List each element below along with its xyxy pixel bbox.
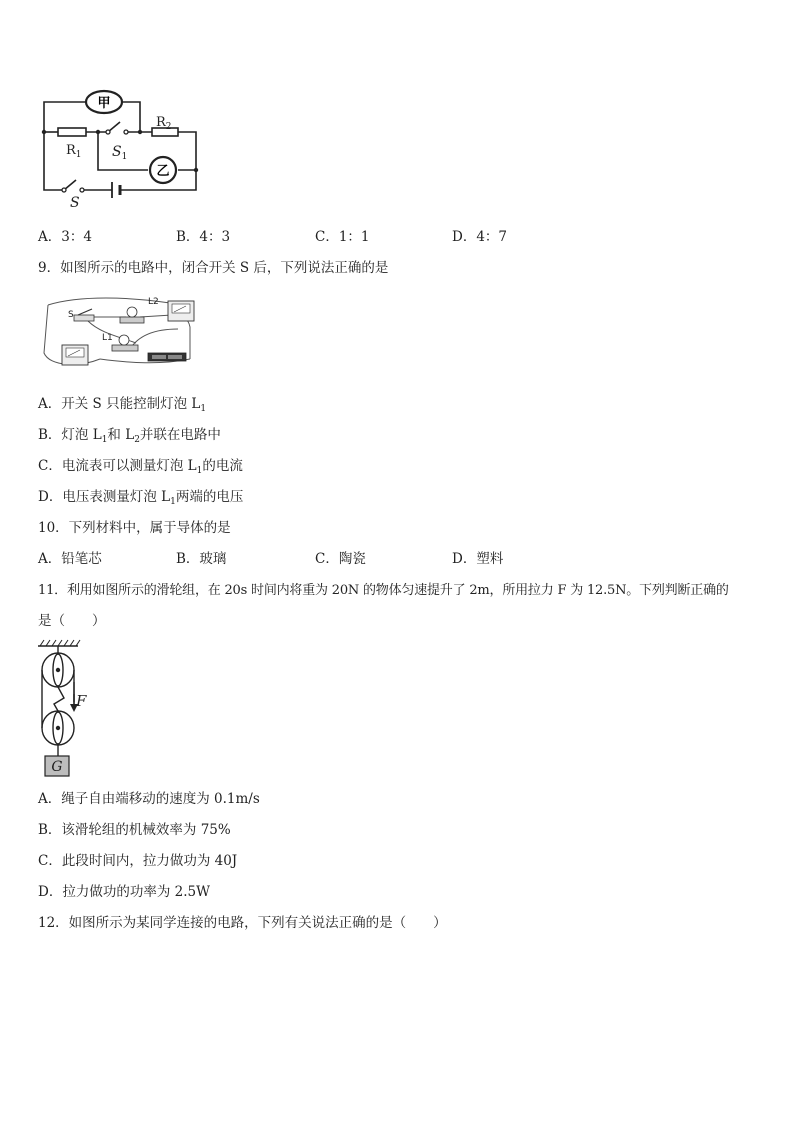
q9-physical-circuit-diagram <box>40 293 200 369</box>
q11-stem-line1: 11．利用如图所示的滑轮组，在 20s 时间内将重为 20N 的物体匀速提升了 2m，所用拉力 F 为 12.5N。下列判断正确的 <box>38 583 729 598</box>
meter-yi <box>150 157 176 183</box>
label-s: S <box>70 195 80 210</box>
q11-option-b: B．该滑轮组的机械效率为 75% <box>38 822 231 838</box>
svg-text:甲: 甲 <box>97 96 111 111</box>
svg-text:G: G <box>51 759 63 775</box>
svg-text:L1: L1 <box>102 333 113 343</box>
q10-option-a: A．铅笔芯 <box>38 551 102 567</box>
q9-option-c: C．电流表可以测量灯泡 $L_1$的电流 <box>38 458 243 476</box>
q10-option-c: C．陶瓷 <box>315 551 366 567</box>
ammeter <box>168 301 194 321</box>
q8-circuit-diagram <box>36 88 206 210</box>
voltmeter <box>62 345 88 365</box>
weight-block <box>45 756 69 776</box>
q8-option-c: C．1：1 <box>315 229 370 245</box>
q11-option-d: D．拉力做功的功率为 2.5W <box>38 884 210 900</box>
q8-option-b: B．4：3 <box>176 229 231 245</box>
q12-stem: 12．如图所示为某同学连接的电路，下列有关说法正确的是（ ） <box>38 915 447 931</box>
battery <box>148 353 186 361</box>
label-r2: $R_2$ <box>156 115 172 132</box>
q11-stem-line2: 是（ ） <box>38 613 106 629</box>
q11-pulley-diagram <box>34 638 104 782</box>
q10-stem: 10．下列材料中，属于导体的是 <box>38 520 231 536</box>
label-r1: $R_1$ <box>66 143 82 160</box>
q10-option-b: B．玻璃 <box>176 551 227 567</box>
svg-text:L2: L2 <box>148 297 159 307</box>
lamp-l2 <box>120 297 159 323</box>
q9-option-b: B．灯泡 $L_1$和 $L_2$并联在电路中 <box>38 427 221 445</box>
svg-text:F: F <box>76 692 87 710</box>
switch-s <box>68 309 94 321</box>
q10-option-d: D．塑料 <box>452 551 504 567</box>
q9-option-a: A．开关 S 只能控制灯泡 $L_1$ <box>38 396 207 414</box>
q9-option-d: D．电压表测量灯泡 $L_1$两端的电压 <box>38 489 244 507</box>
meter-jia <box>86 91 122 113</box>
q11-option-a: A．绳子自由端移动的速度为 0.1m/s <box>38 791 260 807</box>
label-s1: $S_1$ <box>112 144 128 162</box>
q11-option-c: C．此段时间内，拉力做功为 40J <box>38 853 238 869</box>
svg-text:乙: 乙 <box>156 164 170 179</box>
svg-text:S: S <box>68 310 74 320</box>
q8-option-d: D．4：7 <box>452 229 508 245</box>
q8-option-a: A．3：4 <box>38 229 92 245</box>
q9-stem: 9．如图所示的电路中，闭合开关 S 后，下列说法正确的是 <box>38 260 389 276</box>
force-arrow <box>70 692 87 712</box>
